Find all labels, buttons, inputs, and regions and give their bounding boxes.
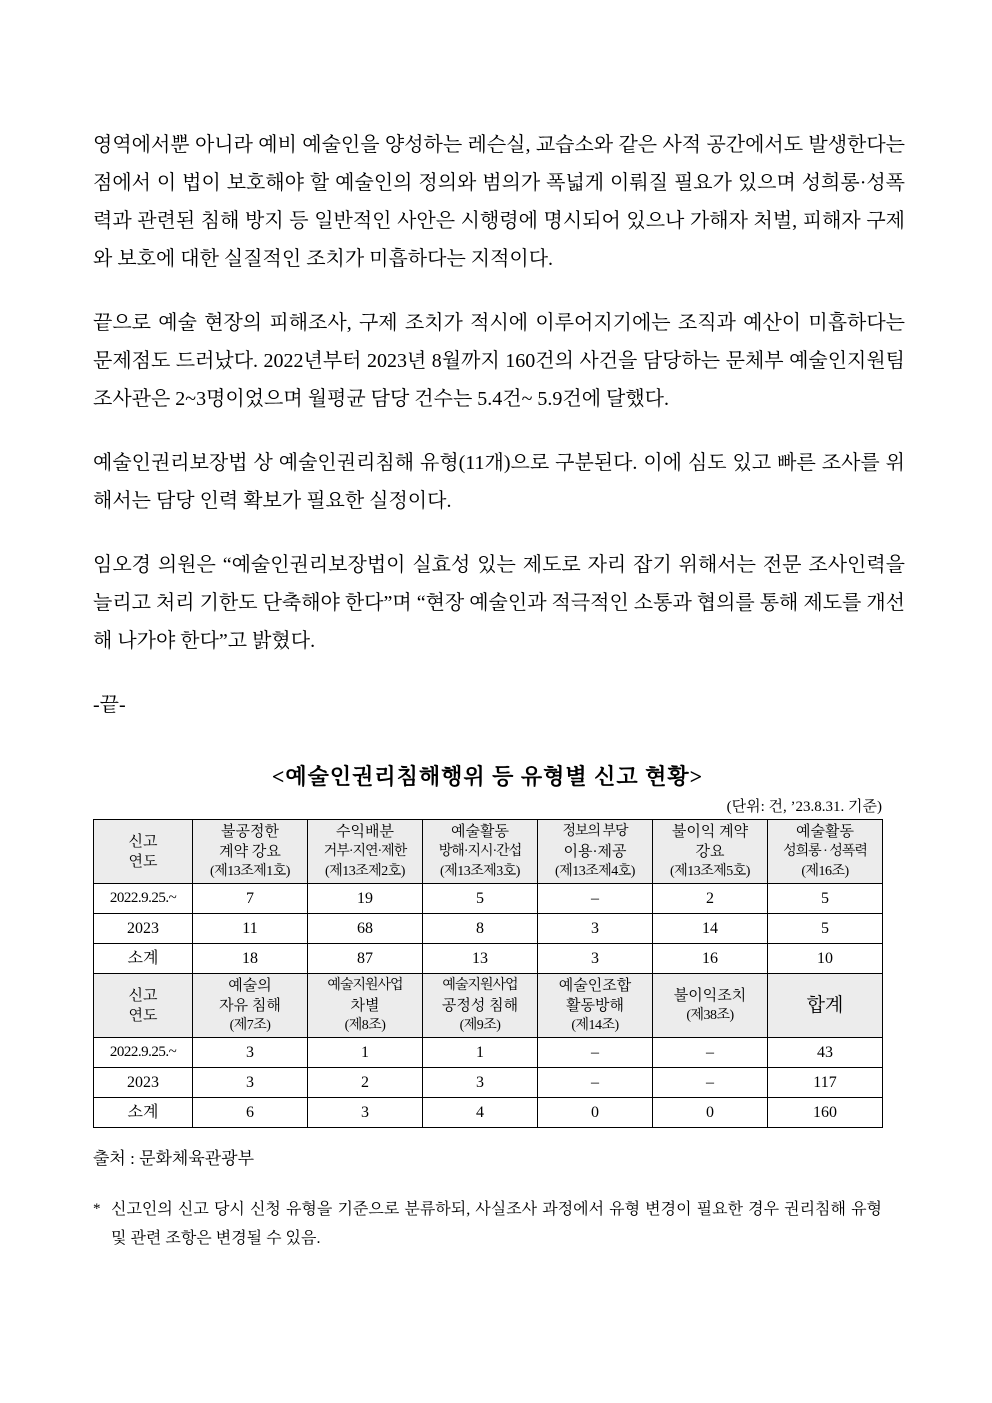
table-row-2023-part1 <box>94 914 883 944</box>
cell-value: 1 <box>423 1038 538 1068</box>
cell-value: 2 <box>653 884 768 914</box>
cell-value: 19 <box>308 884 423 914</box>
cell-value: 16 <box>653 944 768 974</box>
row-label: 소계 <box>94 1098 193 1128</box>
paragraph-violation-types: 예술인권리보장법 상 예술인권리침해 유형(11개)으로 구분된다. 이에 심도 있고 빠른 조사를 위해서는 담당 인력 확보가 필요한 실정이다. <box>93 452 905 512</box>
header-sexual-harassment: 예술활동 성희롱 · 성폭력 (제16조) <box>768 820 883 884</box>
cell-value: 0 <box>653 1098 768 1128</box>
cell-total: 160 <box>768 1098 883 1128</box>
table-row-2023-part2 <box>94 1068 883 1098</box>
cell-total: 43 <box>768 1038 883 1068</box>
footnote-text: 신고인의 신고 당시 신청 유형을 기준으로 분류하되, 사실조사 과정에서 유형 변경이 필요한 경우 권리침해 유형 및 관련 조항은 변경될 수 있음. <box>111 1201 882 1247</box>
row-label: 소계 <box>94 944 193 974</box>
cell-value: – <box>653 1068 768 1098</box>
cell-value: 3 <box>193 1068 308 1098</box>
header-activity-interference: 예술활동 방해·지시·간섭 (제13조제3호) <box>423 820 538 884</box>
document-page <box>93 126 905 1253</box>
table-row-subtotal-part1 <box>94 944 883 974</box>
cell-value: 2 <box>308 1068 423 1098</box>
cell-value: 5 <box>768 914 883 944</box>
table-row-2022-part2 <box>94 1038 883 1068</box>
report-table-block <box>93 760 882 1253</box>
cell-value: 8 <box>423 914 538 944</box>
header-union-obstruction: 예술인조합 활동방해 (제14조) <box>538 974 653 1038</box>
header-total: 합계 <box>768 974 883 1038</box>
row-label: 2023 <box>94 1068 193 1098</box>
footnote <box>93 1195 882 1253</box>
cell-value: 14 <box>653 914 768 944</box>
header-freedom-of-art: 예술의 자유 침해 (제7조) <box>193 974 308 1038</box>
table-row-2022-part1 <box>94 884 883 914</box>
table-title: <예술인권리침해행위 등 유형별 신고 현황> <box>271 764 704 789</box>
header-support-fairness: 예술지원사업 공정성 침해 (제9조) <box>423 974 538 1038</box>
cell-value: 3 <box>193 1038 308 1068</box>
violation-report-table <box>93 819 883 1128</box>
corner-cell-report-year: 신고 연도 <box>94 820 193 884</box>
cell-value: 3 <box>538 914 653 944</box>
cell-value: 68 <box>308 914 423 944</box>
cell-value: 11 <box>193 914 308 944</box>
cell-value: 1 <box>308 1038 423 1068</box>
cell-value: 0 <box>538 1098 653 1128</box>
cell-value: 10 <box>768 944 883 974</box>
cell-value: 3 <box>423 1068 538 1098</box>
cell-value: – <box>538 1068 653 1098</box>
table-header-row-1 <box>94 820 883 884</box>
table-source: 출처 : 문화체육관광부 <box>93 1149 255 1168</box>
cell-total: 117 <box>768 1068 883 1098</box>
cell-value: 18 <box>193 944 308 974</box>
paragraph-scope-of-law: 영역에서뿐 아니라 예비 예술인을 양성하는 레슨실, 교습소와 같은 사적 공간에서도 발생한다는 점에서 이 법이 보호해야 할 예술인의 정의와 범의가 폭넓게 이뤄질 필요가 있으며 성희롱·성폭력과 관련된 침해 방지 등 일반적인 사안은 시행령에 명시되어 있으나 가해자 처벌, 피해자 구제와 보호에 대한 실질적인 조치가 미흡하다는 지적이다. <box>93 134 905 270</box>
cell-value: – <box>538 884 653 914</box>
cell-value: – <box>653 1038 768 1068</box>
cell-value: 7 <box>193 884 308 914</box>
header-revenue-share: 수익배분 거부·지연·제한 (제13조제2호) <box>308 820 423 884</box>
header-retaliation: 불이익조치 (제38조) <box>653 974 768 1038</box>
cell-value: – <box>538 1038 653 1068</box>
cell-value: 4 <box>423 1098 538 1128</box>
cell-value: 5 <box>423 884 538 914</box>
header-support-discrimination: 예술지원사업 차별 (제8조) <box>308 974 423 1038</box>
header-info-misuse: 정보의 부당 이용·제공 (제13조제4호) <box>538 820 653 884</box>
cell-value: 13 <box>423 944 538 974</box>
cell-value: 87 <box>308 944 423 974</box>
corner-cell-report-year: 신고 연도 <box>94 974 193 1038</box>
cell-value: 3 <box>308 1098 423 1128</box>
cell-value: 6 <box>193 1098 308 1128</box>
paragraph-lawmaker-quote: 임오경 의원은 “예술인권리보장법이 실효성 있는 제도로 자리 잡기 위해서는 전문 조사인력을 늘리고 처리 기한도 단축해야 한다”며 “현장 예술인과 적극적인 소통과 협의를 통해 제도를 개선해 나가야 한다”고 밝혔다. <box>93 554 905 652</box>
cell-value: 5 <box>768 884 883 914</box>
table-unit-note: (단위: 건, ’23.8.31. 기준) <box>726 799 882 815</box>
row-label: 2023 <box>94 914 193 944</box>
end-mark: -끝- <box>93 694 126 716</box>
header-disadvantage-contract: 불이익 계약 강요 (제13조제5호) <box>653 820 768 884</box>
cell-value: 3 <box>538 944 653 974</box>
table-row-subtotal-part2 <box>94 1098 883 1128</box>
row-label: 2022.9.25.~ <box>94 1038 193 1068</box>
row-label: 2022.9.25.~ <box>94 884 193 914</box>
paragraph-budget-shortage: 끝으로 예술 현장의 피해조사, 구제 조치가 적시에 이루어지기에는 조직과 예산이 미흡하다는 문제점도 드러났다. 2022년부터 2023년 8월까지 160건의 사건을 담당하는 문체부 예술인지원팀 조사관은 2~3명이었으며 월평균 담당 건수는 5.4건~ 5.9건에 달했다. <box>93 312 905 410</box>
header-unfair-contract: 불공정한 계약 강요 (제13조제1호) <box>193 820 308 884</box>
footnote-marker: * <box>93 1201 101 1217</box>
table-header-row-2 <box>94 974 883 1038</box>
